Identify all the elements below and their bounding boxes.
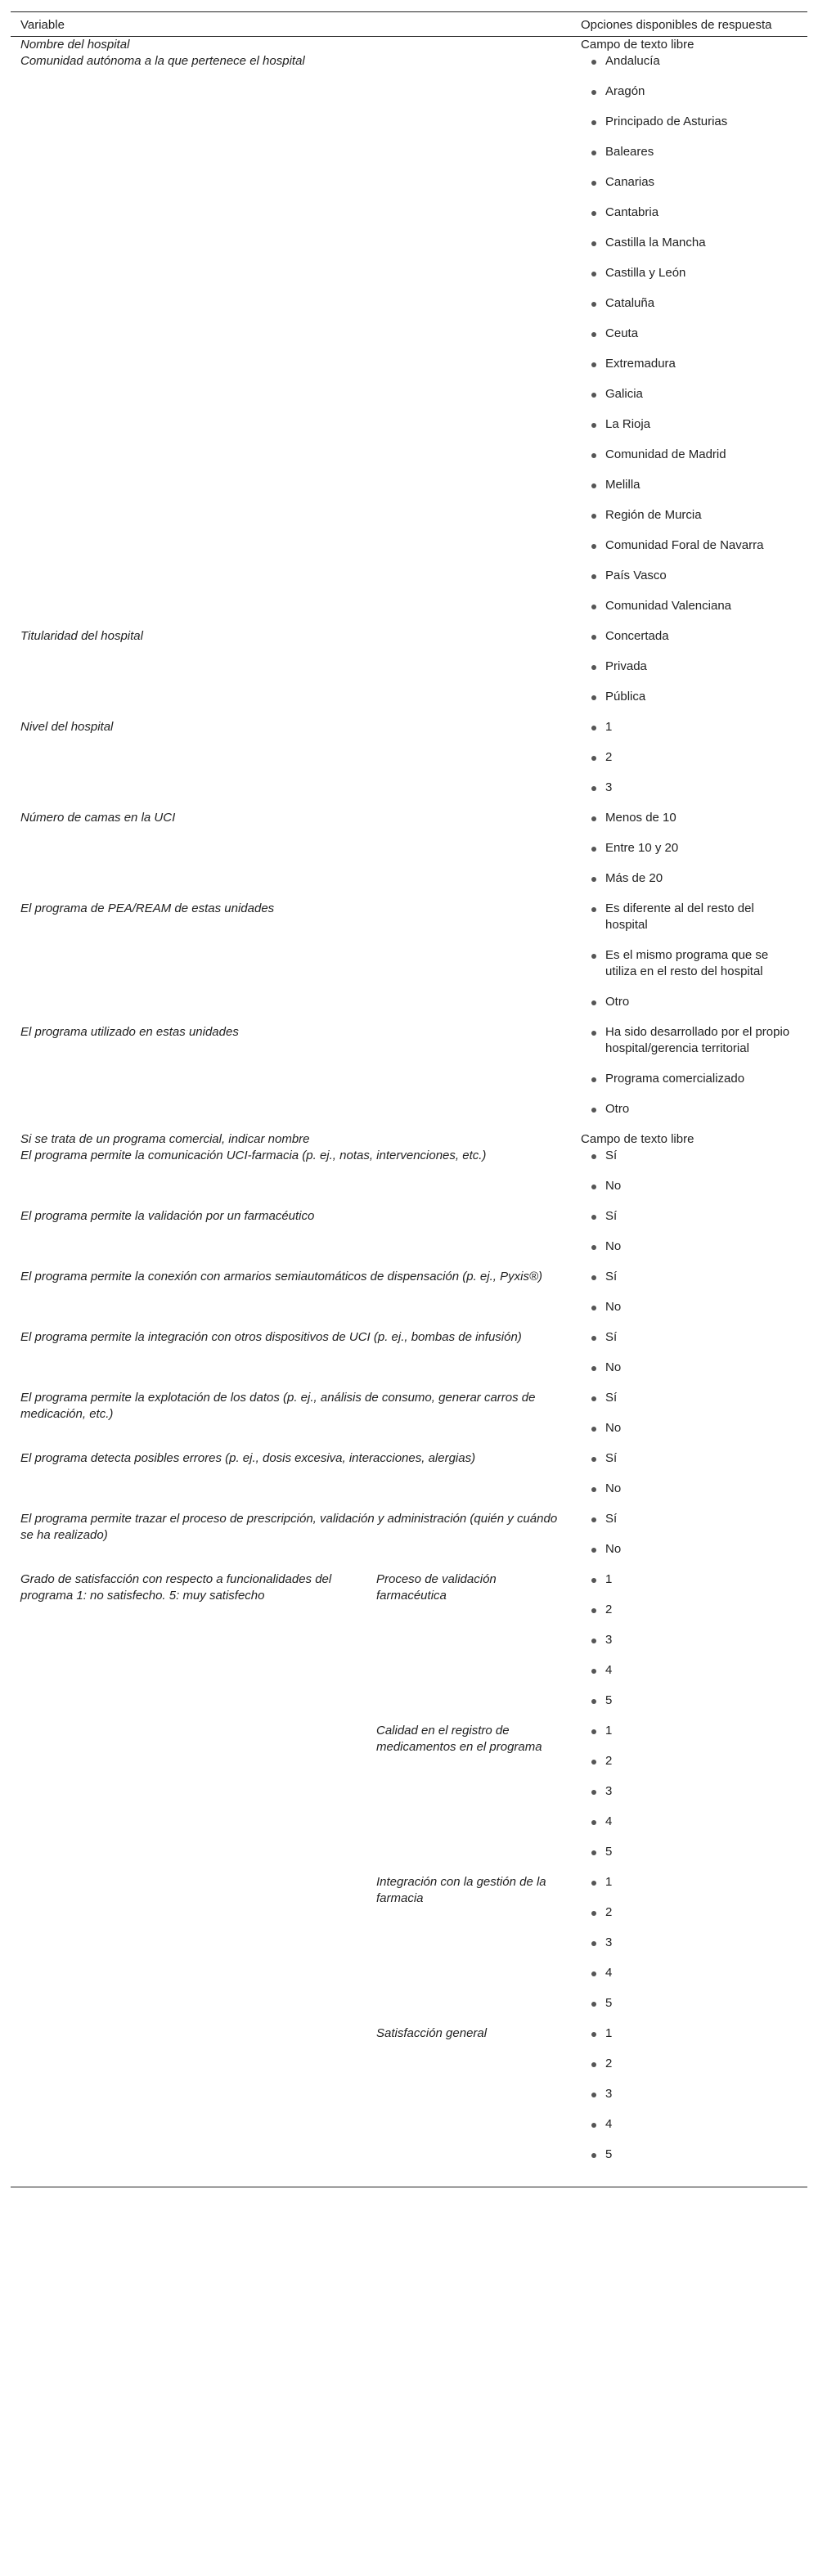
option-item: Sí [581,1511,798,1527]
table-row [11,53,807,628]
table-row [11,37,807,54]
option-item: Cataluña [581,295,798,312]
variable-cell [11,2025,366,2187]
variable-cell: El programa permite la conexión con armarios semiautomáticos de dispensación (p. ej., Pyxis®) [20,1270,542,1284]
option-item: 1 [581,1723,798,1739]
option-item: 4 [581,1965,798,1981]
table-row [11,1723,807,1874]
options-list [581,810,798,887]
free-text-option: Campo de texto libre [581,1132,694,1146]
options-list [581,901,798,1010]
option-item: 3 [581,1632,798,1648]
options-list [581,1723,798,1860]
free-text-option: Campo de texto libre [581,38,694,52]
options-list [581,1269,798,1315]
option-item: No [581,1299,798,1315]
option-item: Sí [581,1329,798,1346]
variable-cell: Si se trata de un programa comercial, indicar nombre [20,1132,310,1146]
option-item: Cantabria [581,205,798,221]
options-cell [571,1269,807,1329]
option-item: Es diferente al del resto del hospital [581,901,798,933]
option-item: Aragón [581,83,798,100]
option-item: Sí [581,1148,798,1164]
option-item: 2 [581,1904,798,1921]
option-item: 1 [581,1874,798,1890]
options-list [581,1450,798,1497]
options-cell [571,1874,807,2025]
variable-cell: El programa detecta posibles errores (p. ej., dosis excesiva, interacciones, alergias) [20,1451,476,1465]
option-item: 4 [581,1662,798,1679]
variable-cell: El programa de PEA/REAM de estas unidades [20,901,275,915]
option-item: 2 [581,2056,798,2072]
variable-cell: Nivel del hospital [20,720,114,734]
option-item: 5 [581,1693,798,1709]
option-item: Comunidad de Madrid [581,447,798,463]
option-item: 4 [581,1814,798,1830]
options-cell [571,1208,807,1269]
options-cell [571,1148,807,1208]
table-row [11,810,807,901]
variable-cell: Nombre del hospital [20,38,130,52]
table-row [11,1390,807,1450]
table-row [11,1329,807,1390]
options-list [581,1511,798,1558]
table-row [11,1148,807,1208]
table-row [11,1874,807,2025]
option-item: Sí [581,1390,798,1406]
option-item: Pública [581,689,798,705]
option-item: 4 [581,2116,798,2133]
table-row [11,1024,807,1131]
option-item: 1 [581,719,798,735]
options-cell [571,810,807,901]
variable-cell: Número de camas en la UCI [20,811,176,825]
variable-cell: El programa permite la integración con otros dispositivos de UCI (p. ej., bombas de infusión) [20,1330,522,1344]
option-item: No [581,1481,798,1497]
option-item: Otro [581,1101,798,1117]
option-item: Comunidad Foral de Navarra [581,537,798,554]
option-item: Comunidad Valenciana [581,598,798,614]
variable-cell: El programa permite la validación por un farmacéutico [20,1209,315,1223]
options-cell [571,2025,807,2187]
variable-cell [11,1874,366,2025]
table-row [11,1571,807,1723]
variable-cell: Comunidad autónoma a la que pertenece el hospital [20,54,305,68]
option-item: 5 [581,1844,798,1860]
option-item: Extremadura [581,356,798,372]
options-cell [571,1450,807,1511]
satisfaction-variable-cell: Grado de satisfacción con respecto a funcionalidades del programa 1: no satisfecho. 5: muy satisfecho [20,1572,332,1603]
options-cell [571,1329,807,1390]
option-item: Programa comercializado [581,1071,798,1087]
options-cell [571,1571,807,1723]
satisfaction-subitem-cell: Satisfacción general [366,2025,571,2187]
option-item: Castilla y León [581,265,798,281]
option-item: No [581,1239,798,1255]
option-item: Galicia [581,386,798,402]
option-item: 3 [581,1783,798,1800]
options-cell [571,1390,807,1450]
table-row [11,1131,807,1148]
options-cell [571,1723,807,1874]
options-cell [571,53,807,628]
option-item: 2 [581,1602,798,1618]
variable-cell: El programa utilizado en estas unidades [20,1025,239,1039]
variable-cell: El programa permite la comunicación UCI-farmacia (p. ej., notas, intervenciones, etc.) [20,1149,487,1162]
table-row [11,1511,807,1571]
option-item: 5 [581,2147,798,2163]
table-row [11,1208,807,1269]
option-item: 2 [581,749,798,766]
option-item: Andalucía [581,53,798,70]
options-cell [571,901,807,1024]
option-item: Menos de 10 [581,810,798,826]
option-item: 2 [581,1753,798,1769]
options-list [581,1329,798,1376]
option-item: 3 [581,2086,798,2102]
options-list [581,628,798,705]
table-body [11,37,807,2187]
option-item: No [581,1420,798,1436]
option-item: La Rioja [581,416,798,433]
option-item: No [581,1541,798,1558]
options-cell [571,1511,807,1571]
options-list [581,53,798,614]
option-item: Sí [581,1269,798,1285]
options-cell [571,628,807,719]
option-item: Privada [581,659,798,675]
option-item: 3 [581,1935,798,1951]
satisfaction-subitem-cell: Integración con la gestión de la farmacia [376,1875,546,1905]
variable-cell: Titularidad del hospital [20,629,143,643]
variable-cell: El programa permite trazar el proceso de prescripción, validación y administración (quién y cuándo se ha realizado) [20,1512,558,1542]
option-item: Melilla [581,477,798,493]
option-item: Sí [581,1208,798,1225]
options-list [581,719,798,796]
option-item: Baleares [581,144,798,160]
table-header-row [11,12,807,37]
table-row [11,719,807,810]
options-list [581,1571,798,1709]
option-item: País Vasco [581,568,798,584]
option-item: Sí [581,1450,798,1467]
options-list [581,1024,798,1117]
option-item: Principado de Asturias [581,114,798,130]
options-cell [571,37,807,54]
satisfaction-subitem-cell: Calidad en el registro de medicamentos en el programa [376,1724,542,1754]
options-list [581,1148,798,1194]
option-item: Ha sido desarrollado por el propio hospital/gerencia territorial [581,1024,798,1057]
option-item: Canarias [581,174,798,191]
option-item: Otro [581,994,798,1010]
option-item: 5 [581,1995,798,2012]
variable-cell: El programa permite la explotación de los datos (p. ej., análisis de consumo, generar carros de medicación, etc.) [20,1391,536,1421]
options-cell [571,1131,807,1148]
header-variable: Variable [11,12,571,37]
options-list [581,2025,798,2163]
options-list [581,1874,798,2012]
option-item: 1 [581,1571,798,1588]
option-item: 3 [581,780,798,796]
options-list [581,1208,798,1255]
option-item: Ceuta [581,326,798,342]
table-row [11,1269,807,1329]
option-item: Región de Murcia [581,507,798,524]
option-item: Concertada [581,628,798,645]
options-cell [571,719,807,810]
option-item: No [581,1178,798,1194]
table-row [11,628,807,719]
header-options: Opciones disponibles de respuesta [571,12,807,37]
satisfaction-subitem-cell: Proceso de validación farmacéutica [376,1572,497,1603]
options-cell [571,1024,807,1131]
option-item: Más de 20 [581,870,798,887]
option-item: No [581,1360,798,1376]
option-item: Entre 10 y 20 [581,840,798,856]
option-item: Es el mismo programa que se utiliza en el resto del hospital [581,947,798,980]
variable-cell [11,1723,366,1874]
option-item: 1 [581,2025,798,2042]
survey-variables-table [11,11,807,2187]
table-row [11,2025,807,2187]
options-list [581,1390,798,1436]
option-item: Castilla la Mancha [581,235,798,251]
table-row [11,1450,807,1511]
table-row [11,901,807,1024]
